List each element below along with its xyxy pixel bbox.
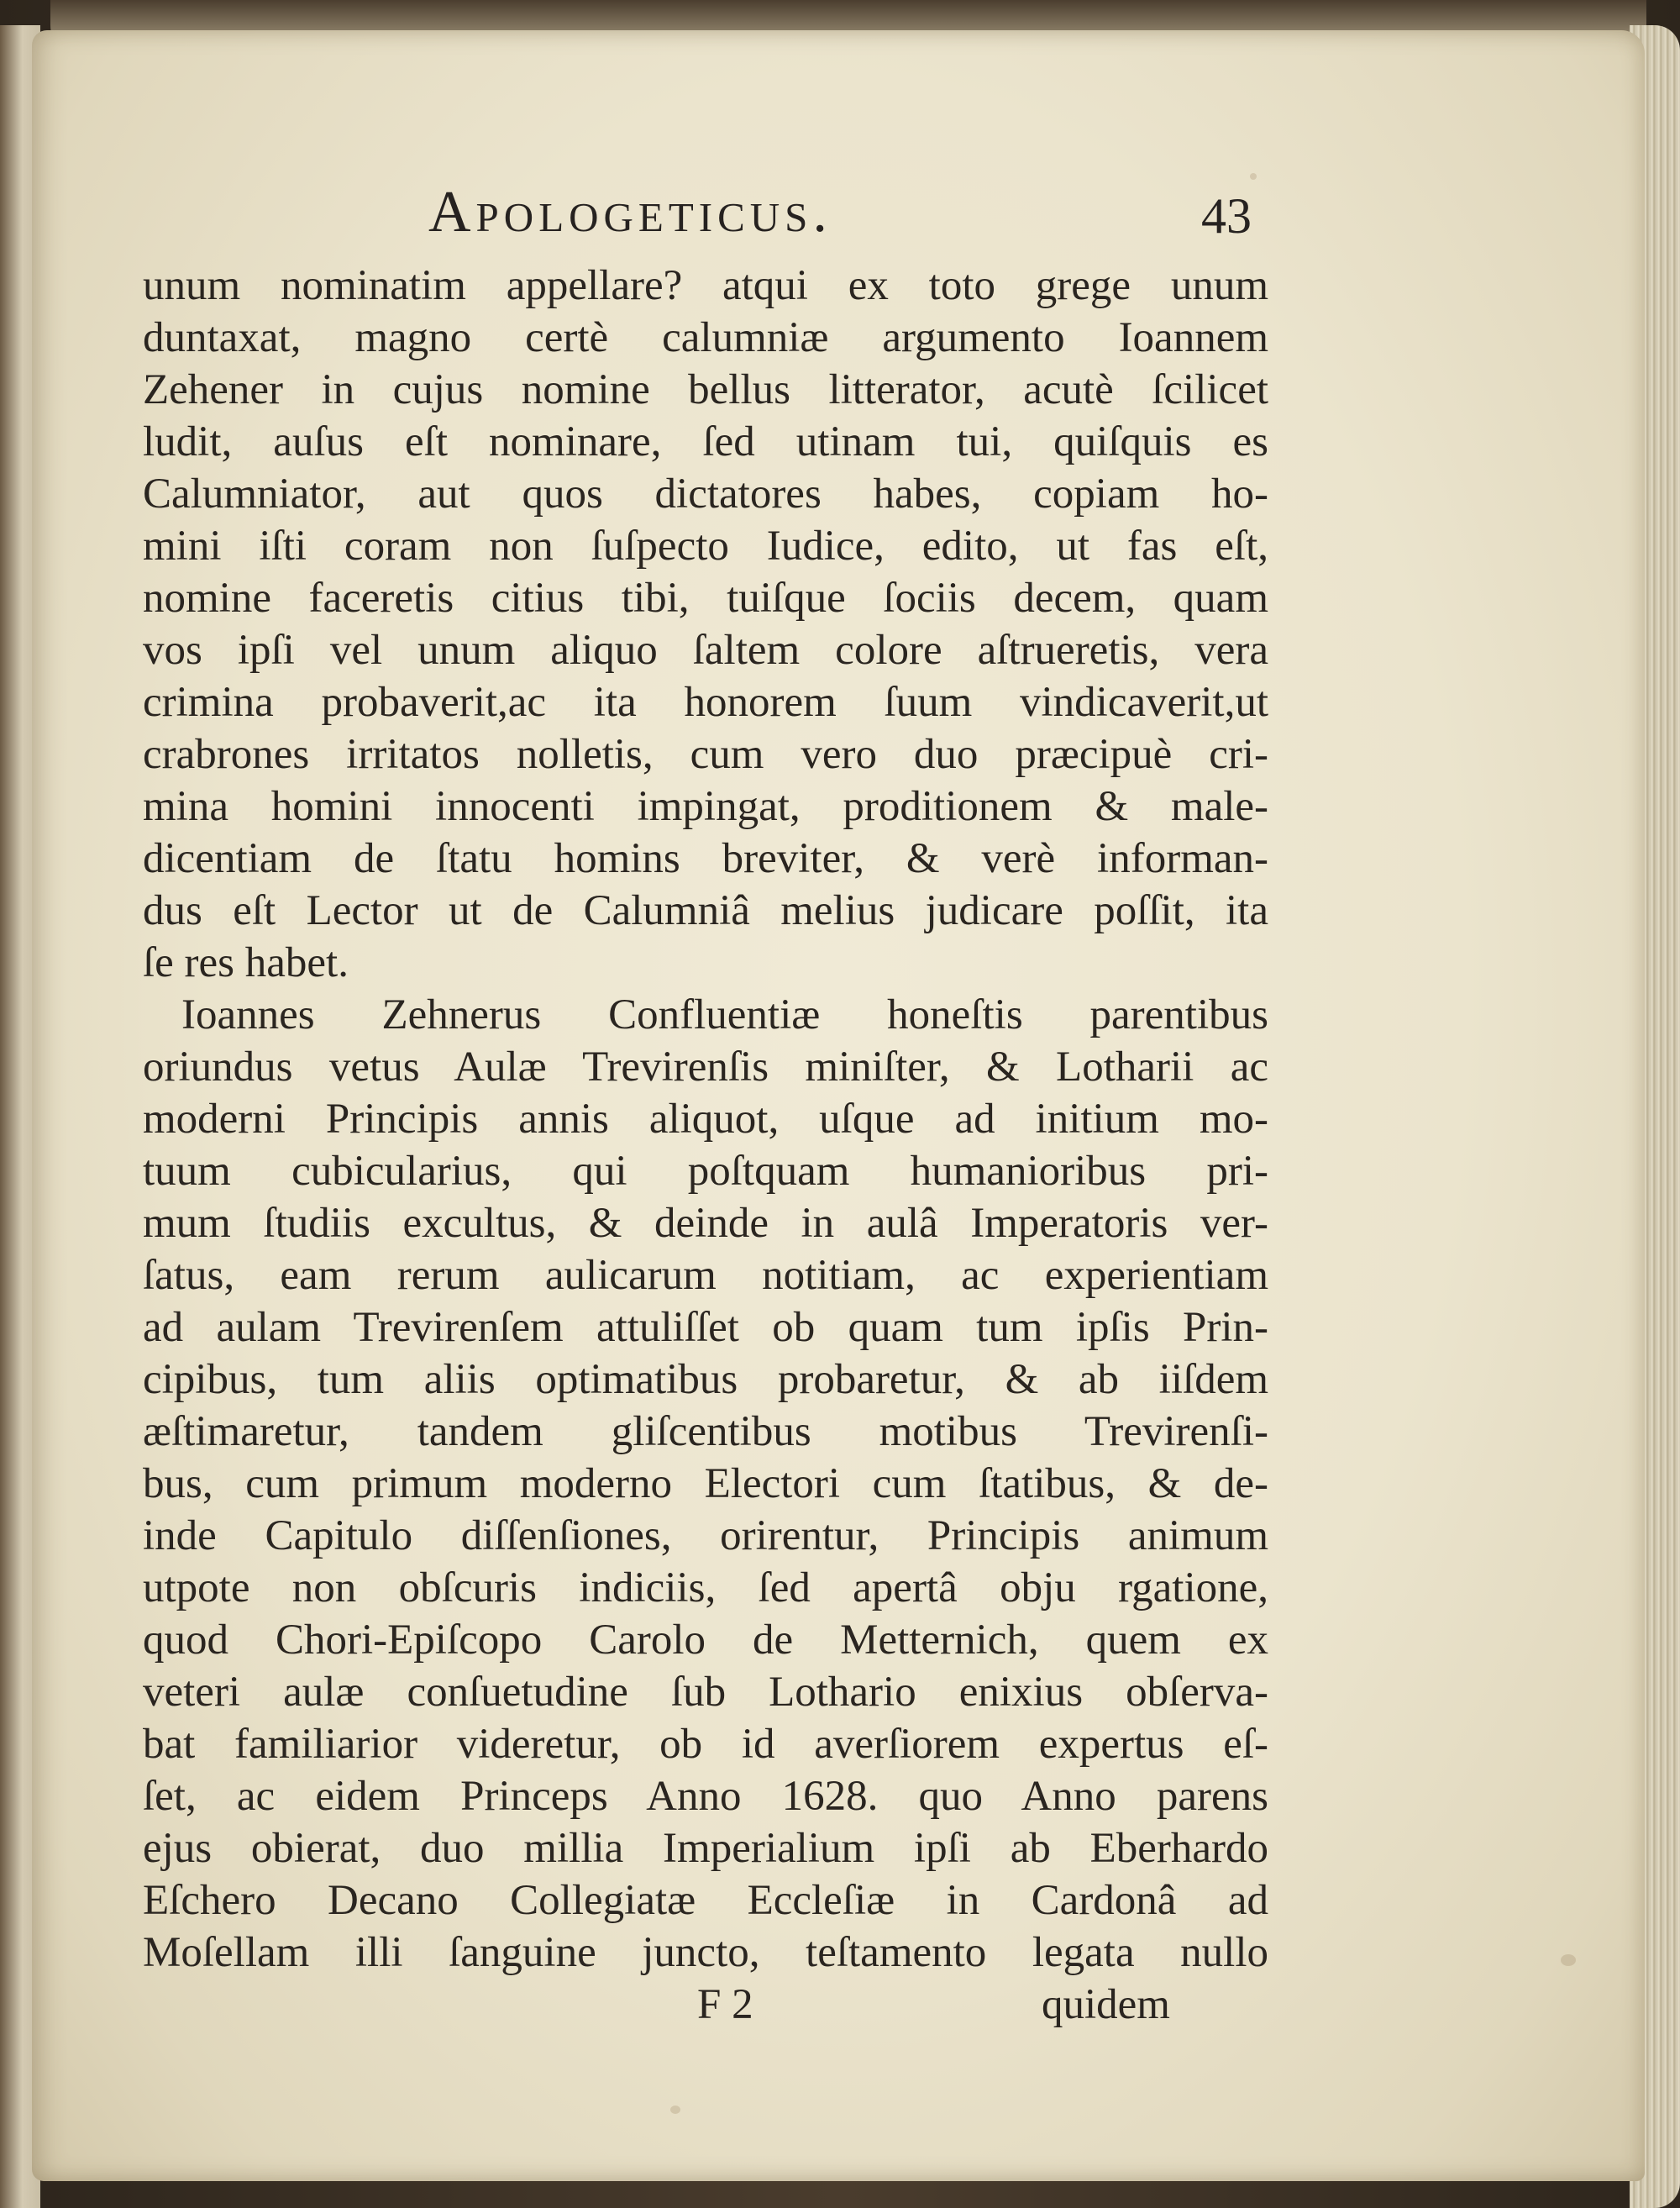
foxing-spot (1561, 1954, 1576, 1966)
running-head-title: Apologeticus. (428, 180, 832, 244)
page-text (143, 172, 1268, 2036)
text-line: veteri aulæ conſuetudine ſub Lothario enixius obſerva- (143, 1669, 1268, 1716)
text-line: crimina probaverit,ac ita honorem ſuum vindicaverit,ut (143, 679, 1268, 726)
running-head (143, 172, 1268, 256)
text-line: moderni Principis annis aliquot, uſque ad initium mo- (143, 1096, 1268, 1143)
catchword: quidem (1042, 1981, 1170, 2028)
text-line: dicentiam de ſtatu homins breviter, & verè informan- (143, 835, 1268, 882)
text-line: crabrones irritatos nolletis, cum vero duo præcipuè cri- (143, 731, 1268, 778)
paragraph-first-line: Ioannes Zehnerus Confluentiæ honeſtis parentibus (181, 991, 1268, 1038)
page-footer (143, 1980, 1268, 2036)
text-line: Moſellam illi ſanguine juncto, teſtamento legata nullo (143, 1929, 1268, 1976)
text-line: mum ſtudiis excultus, & deinde in aulâ Imperatoris ver- (143, 1200, 1268, 1247)
text-line: Zehener in cujus nomine bellus litterator, acutè ſcilicet (143, 366, 1268, 413)
text-line: ſe res habet. (143, 939, 349, 986)
text-line: mina homini innocenti impingat, proditionem & male- (143, 783, 1268, 830)
text-line: mini iſti coram non ſuſpecto Iudice, edito, ut fas eſt, (143, 523, 1268, 570)
page-number: 43 (1201, 188, 1252, 244)
text-line: dus eſt Lector ut de Calumniâ melius judicare poſſit, ita (143, 887, 1268, 934)
text-line: unum nominatim appellare? atqui ex toto grege unum (143, 262, 1268, 309)
text-line: oriundus vetus Aulæ Trevirenſis miniſter, & Lotharii ac (143, 1044, 1268, 1091)
signature-mark: F 2 (697, 1981, 753, 2028)
text-line: ludit, auſus eſt nominare, ſed utinam tui, quiſquis es (143, 418, 1268, 465)
text-line: duntaxat, magno certè calumniæ argumento Ioannem (143, 314, 1268, 361)
text-line: bat familiarior videretur, ob id averſiorem expertus eſ- (143, 1721, 1268, 1768)
text-line: æſtimaretur, tandem gliſcentibus motibus Trevirenſi- (143, 1408, 1268, 1455)
text-line: ad aulam Trevirenſem attuliſſet ob quam tum ipſis Prin- (143, 1304, 1268, 1351)
text-line: inde Capitulo diſſenſiones, orirentur, Principis animum (143, 1512, 1268, 1559)
text-line: ejus obierat, duo millia Imperialium ipſi ab Eberhardo (143, 1825, 1268, 1872)
text-line: vos ipſi vel unum aliquo ſaltem colore aſtrueretis, vera (143, 627, 1268, 674)
text-line: Calumniator, aut quos dictatores habes, copiam ho- (143, 471, 1268, 518)
text-line: quod Chori-Epiſcopo Carolo de Metternich, quem ex (143, 1617, 1268, 1664)
text-line: nomine faceretis citius tibi, tuiſque ſociis decem, quam (143, 575, 1268, 622)
text-line: ſet, ac eidem Princeps Anno 1628. quo Anno parens (143, 1773, 1268, 1820)
text-line: ſatus, eam rerum aulicarum notitiam, ac experientiam (143, 1252, 1268, 1299)
text-line: utpote non obſcuris indiciis, ſed apertâ obju rgatione, (143, 1564, 1268, 1611)
text-line: cipibus, tum aliis optimatibus probaretur, & ab iiſdem (143, 1356, 1268, 1403)
text-line: Eſchero Decano Collegiatæ Eccleſiæ in Cardonâ ad (143, 1877, 1268, 1924)
text-line: bus, cum primum moderno Electori cum ſtatibus, & de- (143, 1460, 1268, 1507)
foxing-spot (670, 2105, 680, 2114)
text-line: tuum cubicularius, qui poſtquam humanioribus pri- (143, 1148, 1268, 1195)
